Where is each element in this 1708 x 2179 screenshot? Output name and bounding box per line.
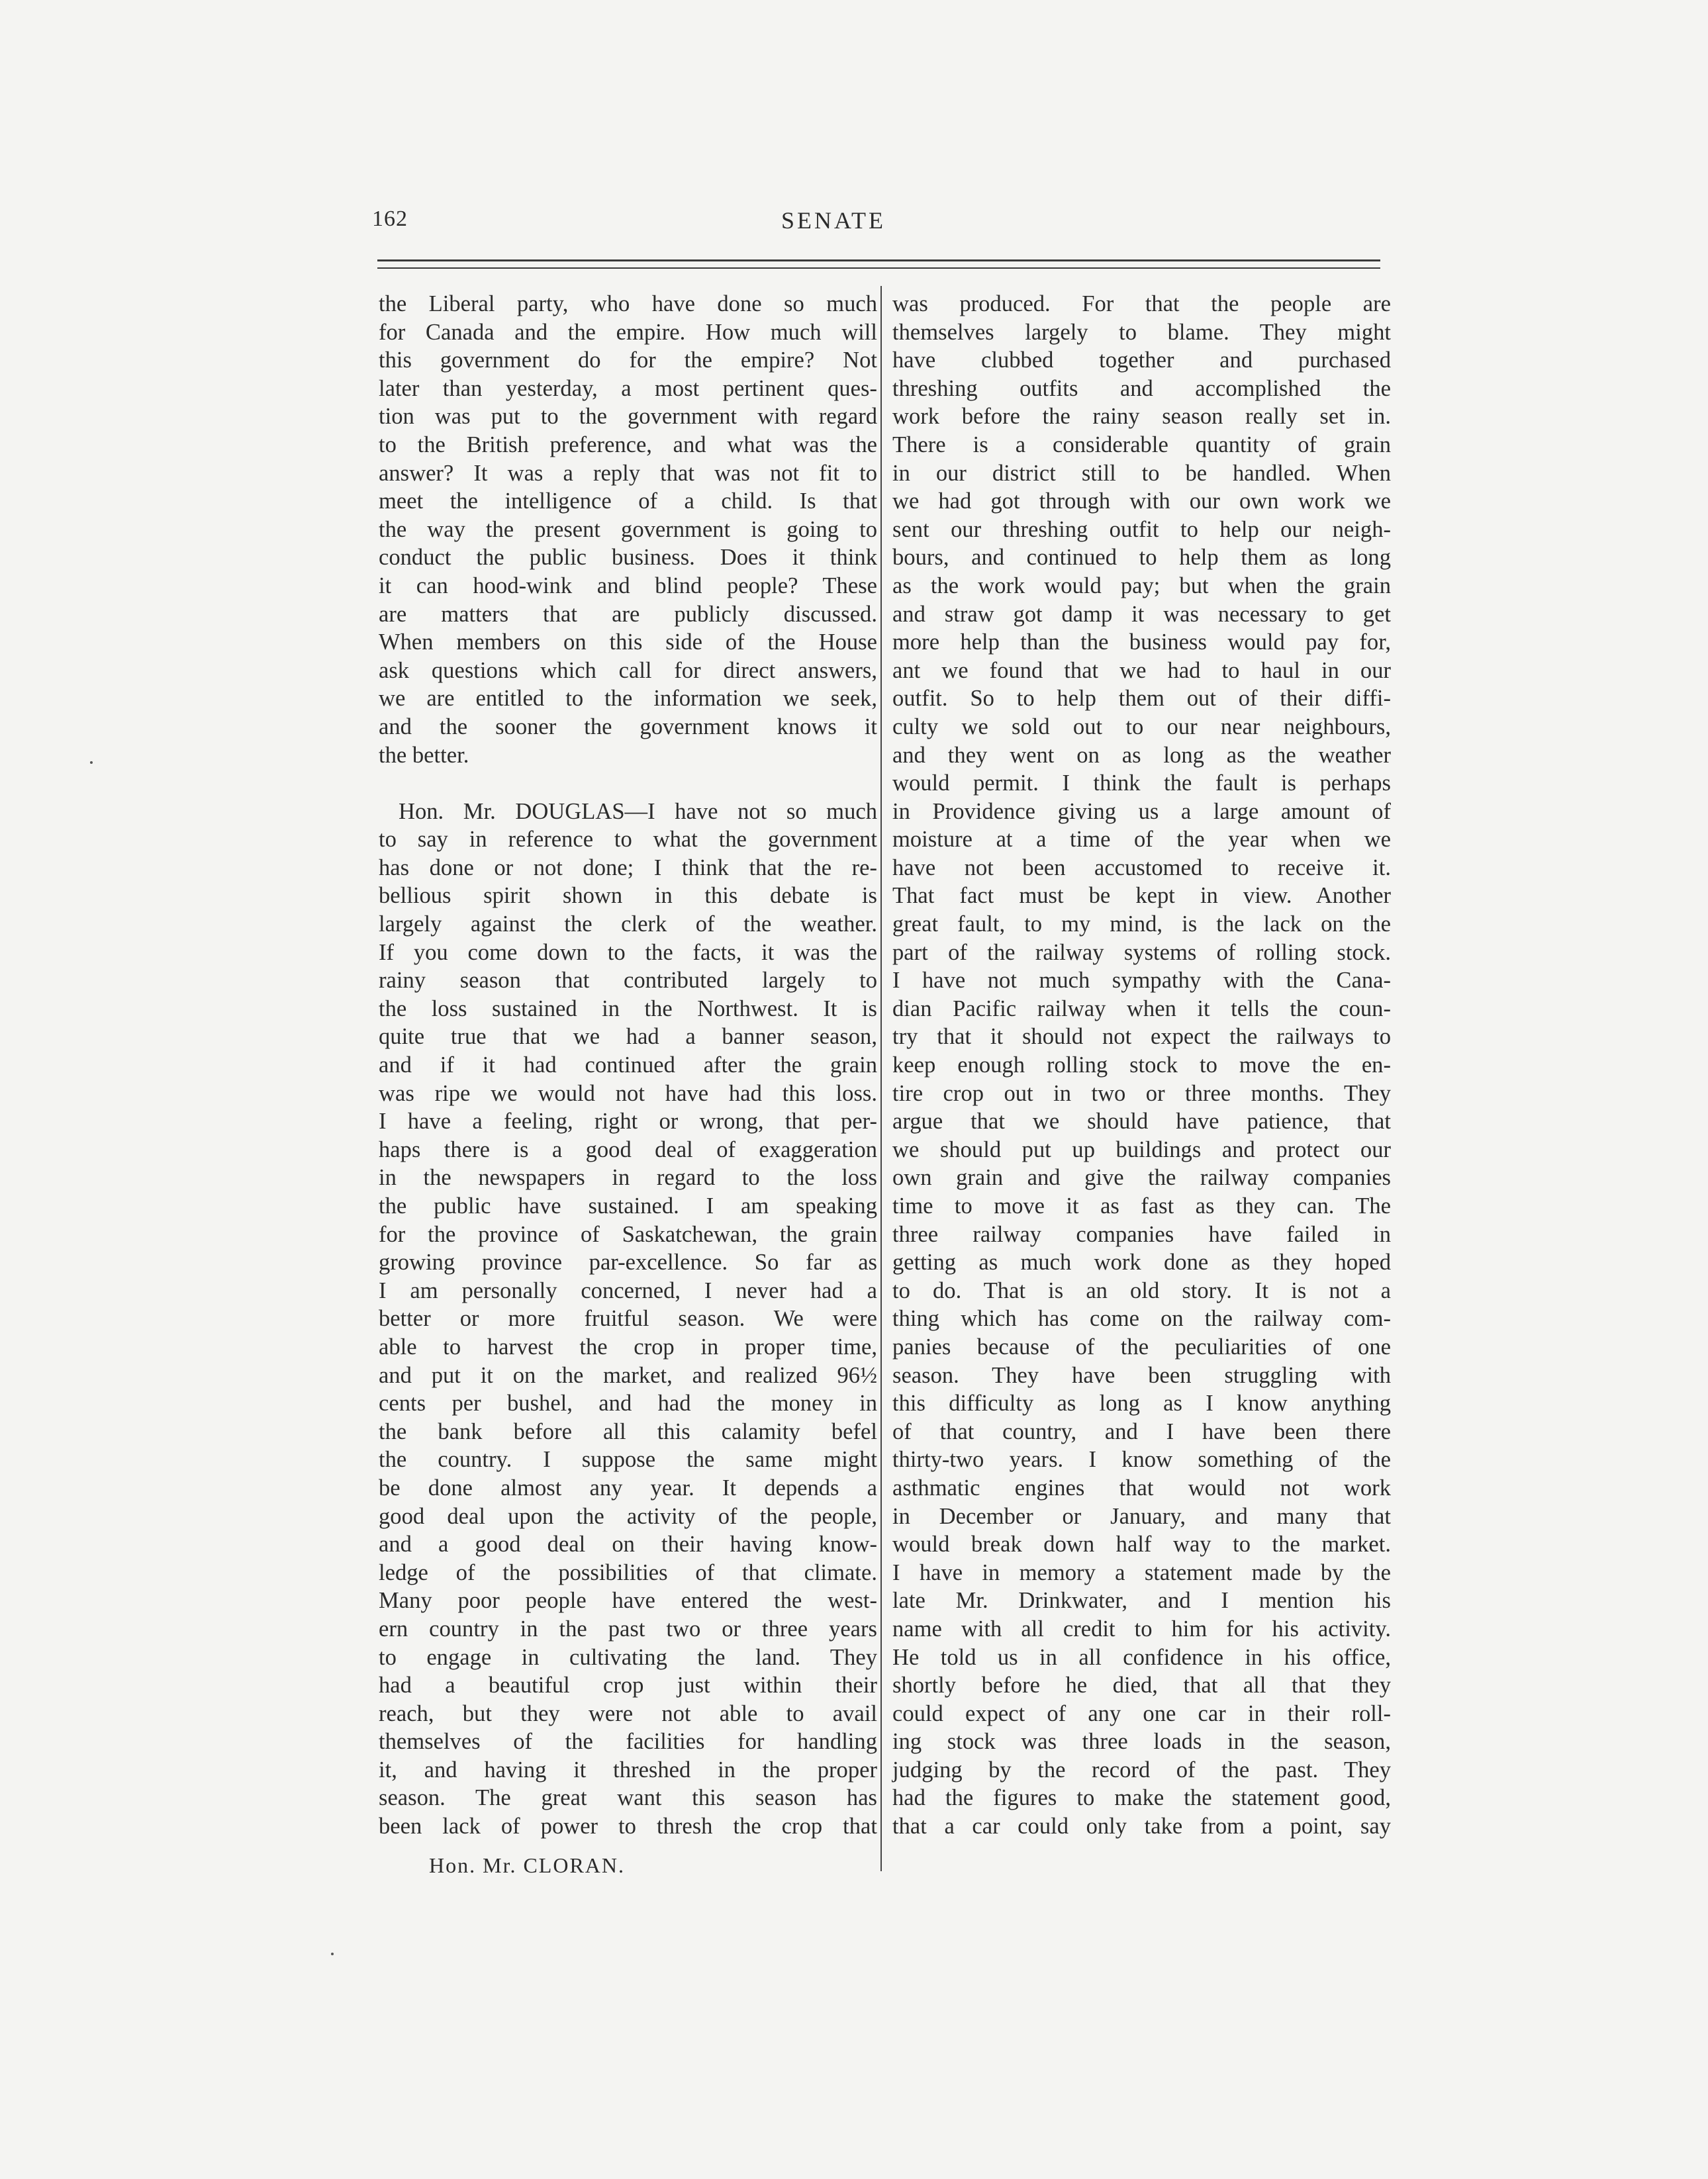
text-line: have not been accustomed to receive it. (892, 855, 1391, 880)
text-line: quite true that we had a banner season, (379, 1024, 877, 1050)
text-line: the way the present government is going to (379, 516, 877, 542)
text-line: reach, but they were not able to avail (379, 1700, 877, 1726)
text-line: three railway companies have failed in (892, 1221, 1391, 1247)
text-line: He told us in all confidence in his office, (892, 1644, 1391, 1670)
text-line: that a car could only take from a point, say (892, 1814, 1391, 1839)
text-line: That fact must be kept in view. Another (892, 883, 1391, 909)
text-line: I have a feeling, right or wrong, that per- (379, 1109, 877, 1135)
text-line: season. They have been struggling with (892, 1362, 1391, 1388)
header-rule-bottom (377, 267, 1380, 269)
text-line: name with all credit to him for his activity. (892, 1616, 1391, 1642)
text-line: themselves of the facilities for handling (379, 1729, 877, 1755)
text-line: the country. I suppose the same might (379, 1447, 877, 1473)
column-divider (880, 286, 882, 1871)
text-line: sent our threshing outfit to help our neigh- (892, 516, 1391, 542)
text-line: for the province of Saskatchewan, the grain (379, 1221, 877, 1247)
paragraph-gap (379, 769, 877, 798)
text-line: of that country, and I have been there (892, 1418, 1391, 1444)
text-line: could expect of any one car in their roll- (892, 1700, 1391, 1726)
text-line: culty we sold out to our near neighbours, (892, 714, 1391, 739)
text-line: getting as much work done as they hoped (892, 1250, 1391, 1275)
text-line: to do. That is an old story. It is not a (892, 1277, 1391, 1303)
text-line: time to move it as fast as they can. The (892, 1193, 1391, 1219)
text-line: I am personally concerned, I never had a (379, 1277, 877, 1303)
text-line: would permit. I think the fault is perhaps (892, 770, 1391, 796)
text-line: in December or January, and many that (892, 1503, 1391, 1529)
text-line: to engage in cultivating the land. They (379, 1644, 877, 1670)
text-line: outfit. So to help them out of their diffi- (892, 686, 1391, 712)
text-line: ant we found that we had to haul in our (892, 657, 1391, 683)
text-line: the public have sustained. I am speaking (379, 1193, 877, 1219)
text-line: been lack of power to thresh the crop that (379, 1814, 877, 1839)
text-line: themselves largely to blame. They might (892, 319, 1391, 345)
text-line: tion was put to the government with regard (379, 404, 877, 430)
text-line: I have in memory a statement made by the (892, 1559, 1391, 1585)
text-line: in the newspapers in regard to the loss (379, 1165, 877, 1191)
text-line: and they went on as long as the weather (892, 742, 1391, 768)
text-line: in Providence giving us a large amount of (892, 798, 1391, 824)
text-line: in our district still to be handled. When (892, 460, 1391, 486)
text-line: later than yesterday, a most pertinent ques- (379, 375, 877, 401)
left-paragraph-continuation (379, 290, 877, 769)
scan-speck (90, 761, 93, 764)
text-line: try that it should not expect the railways to (892, 1024, 1391, 1050)
page-number: 162 (372, 207, 408, 231)
footer-catchword: Hon. Mr. CLORAN. (429, 1853, 626, 1877)
text-line: the Liberal party, who have done so much (379, 291, 877, 316)
text-line: this difficulty as long as I know anything (892, 1391, 1391, 1416)
text-line: able to harvest the crop in proper time, (379, 1334, 877, 1360)
text-line: tire crop out in two or three months. They (892, 1080, 1391, 1106)
text-line: this government do for the empire? Not (379, 348, 877, 373)
text-line: great fault, to my mind, is the lack on the (892, 911, 1391, 937)
text-line: haps there is a good deal of exaggeration (379, 1136, 877, 1162)
text-line: was produced. For that the people are (892, 291, 1391, 316)
text-line: would break down half way to the market. (892, 1532, 1391, 1557)
text-line: largely against the clerk of the weather. (379, 911, 877, 937)
text-line: had a beautiful crop just within their (379, 1673, 877, 1698)
text-line: asthmatic engines that would not work (892, 1475, 1391, 1501)
text-line: rainy season that contributed largely to (379, 968, 877, 994)
text-line: When members on this side of the House (379, 629, 877, 655)
douglas-speech (379, 798, 877, 1841)
text-line: answer? It was a reply that was not fit to (379, 460, 877, 486)
text-line: and if it had continued after the grain (379, 1052, 877, 1078)
text-line: better or more fruitful season. We were (379, 1306, 877, 1332)
text-line: cents per bushel, and had the money in (379, 1391, 877, 1416)
text-line: and a good deal on their having know- (379, 1532, 877, 1557)
text-line: and put it on the market, and realized 96½ (379, 1362, 877, 1388)
text-line: it can hood-wink and blind people? These (379, 573, 877, 598)
text-line: good deal upon the activity of the people, (379, 1503, 877, 1529)
text-line: There is a considerable quantity of grain (892, 432, 1391, 457)
text-line: the better. (379, 742, 469, 768)
text-line: I have not much sympathy with the Cana- (892, 968, 1391, 994)
text-line: are matters that are publicly discussed. (379, 601, 877, 627)
text-line: threshing outfits and accomplished the (892, 375, 1391, 401)
running-head: SENATE (781, 207, 886, 234)
text-line: Many poor people have entered the west- (379, 1588, 877, 1614)
text-line: keep enough rolling stock to move the en- (892, 1052, 1391, 1078)
text-line: growing province par-excellence. So far as (379, 1250, 877, 1275)
text-line: moisture at a time of the year when we (892, 827, 1391, 853)
text-line: judging by the record of the past. They (892, 1757, 1391, 1783)
text-line: If you come down to the facts, it was the (379, 939, 877, 965)
speaker-line: Hon. Mr. DOUGLAS—I have not so much (399, 798, 877, 824)
text-line: bellious spirit shown in this debate is (379, 883, 877, 909)
scan-speck (331, 1953, 334, 1955)
text-line: thing which has come on the railway com- (892, 1306, 1391, 1332)
text-line: season. The great want this season has (379, 1785, 877, 1811)
text-line: it, and having it threshed in the proper (379, 1757, 877, 1783)
text-line: to the British preference, and what was the (379, 432, 877, 457)
text-line: has done or not done; I think that the re- (379, 855, 877, 880)
text-line: conduct the public business. Does it think (379, 545, 877, 571)
header-rule-top (377, 259, 1380, 261)
text-line: meet the intelligence of a child. Is that (379, 488, 877, 514)
text-line: part of the railway systems of rolling stock. (892, 939, 1391, 965)
text-line: ing stock was three loads in the season, (892, 1729, 1391, 1755)
text-line: argue that we should have patience, that (892, 1109, 1391, 1135)
text-line: we had got through with our own work we (892, 488, 1391, 514)
text-line: ledge of the possibilities of that climate. (379, 1559, 877, 1585)
text-line: the loss sustained in the Northwest. It is (379, 996, 877, 1021)
left-column (379, 290, 877, 1841)
text-line: and straw got damp it was necessary to get (892, 601, 1391, 627)
text-line: as the work would pay; but when the grain (892, 573, 1391, 598)
text-line: had the figures to make the statement good, (892, 1785, 1391, 1811)
text-line: panies because of the peculiarities of one (892, 1334, 1391, 1360)
text-line: late Mr. Drinkwater, and I mention his (892, 1588, 1391, 1614)
text-line: own grain and give the railway companies (892, 1165, 1391, 1191)
text-line: work before the rainy season really set in. (892, 404, 1391, 430)
text-line: thirty-two years. I know something of the (892, 1447, 1391, 1473)
text-line: have clubbed together and purchased (892, 348, 1391, 373)
text-line: shortly before he died, that all that they (892, 1673, 1391, 1698)
text-line: we are entitled to the information we seek, (379, 686, 877, 712)
text-line: ern country in the past two or three years (379, 1616, 877, 1642)
text-line: and the sooner the government knows it (379, 714, 877, 739)
text-line: we should put up buildings and protect our (892, 1136, 1391, 1162)
text-line: for Canada and the empire. How much will (379, 319, 877, 345)
text-line: the bank before all this calamity befel (379, 1418, 877, 1444)
text-line: dian Pacific railway when it tells the coun- (892, 996, 1391, 1021)
text-line: more help than the business would pay for, (892, 629, 1391, 655)
text-line: be done almost any year. It depends a (379, 1475, 877, 1501)
text-line: bours, and continued to help them as long (892, 545, 1391, 571)
text-line: to say in reference to what the government (379, 827, 877, 853)
text-line: was ripe we would not have had this loss. (379, 1080, 877, 1106)
text-line: ask questions which call for direct answers, (379, 657, 877, 683)
right-column (892, 290, 1391, 1841)
